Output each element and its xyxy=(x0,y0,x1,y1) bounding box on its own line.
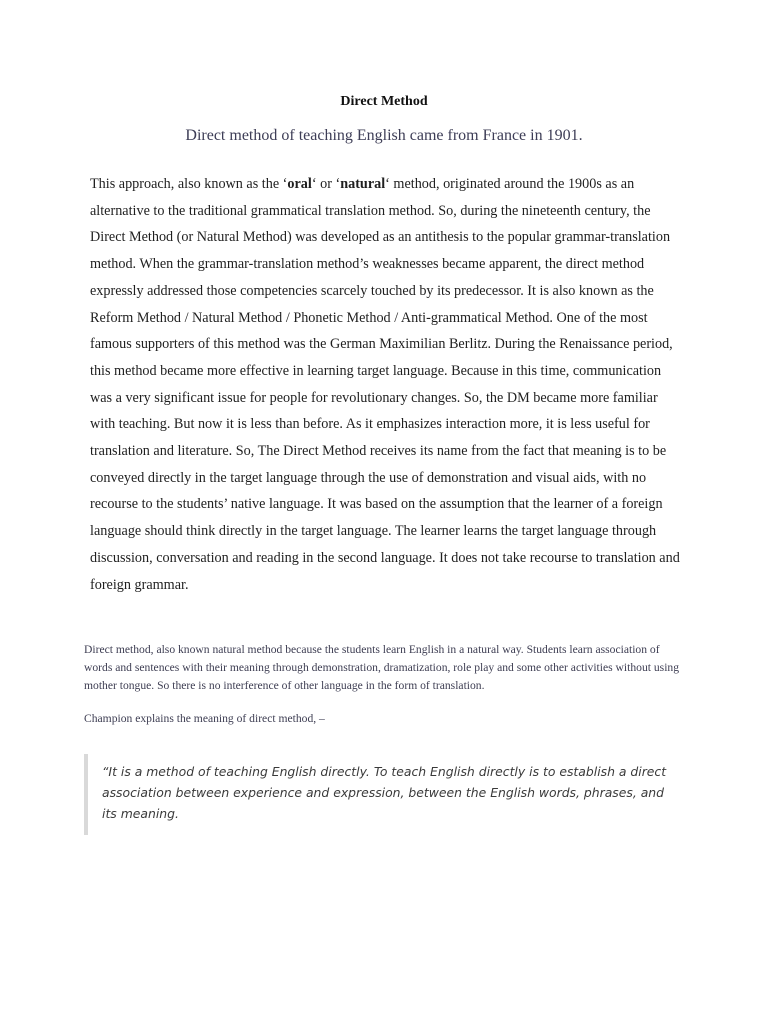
term-natural: natural xyxy=(340,176,386,192)
champion-intro-line: Champion explains the meaning of direct method, – xyxy=(84,712,325,725)
paragraph-connector-text: ‘ or ‘ xyxy=(311,176,341,192)
paragraph-body-text: ‘ method, originated around the 1900s as an alternative to the traditional grammatical translation method. So, during the nineteenth century, the Direct Method (or Natural Method) was developed as an antithesis to the popular grammar-translation method. When the grammar-translation method’s weaknesses became apparent, the direct method expressly addressed those competencies scarcely touched by its predecessor. It is also known as the Reform Method / Natural Method / Phonetic Method / Anti-grammatical Method. One of the most famous supporters of this method was the German Maximilian Berlitz. During the Renaissance period, this method became more effective in learning target language. Because in this time, communication was a very significant issue for people for revolutionary changes. So, the DM became more familiar with teaching. But now it is less than before. As it emphasizes interaction more, it is less useful for translation and literature. So, The Direct Method receives its name from the fact that meaning is to be conveyed directly in the target language through the use of demonstration and visual aids, with no recourse to the students’ native language. It was based on the assumption that the learner of a foreign language should think directly in the target language. The learner learns the target language through discussion, conversation and reading in the second language. It does not take recourse to translation and foreign grammar. xyxy=(90,176,680,593)
champion-quote: “It is a method of teaching English directly. To teach English directly is to establish a direct association between experience and expression, between the English words, phrases, and its meaning. xyxy=(84,754,676,835)
document-subtitle: Direct method of teaching English came from France in 1901. xyxy=(185,127,583,144)
natural-method-paragraph: Direct method, also known natural method because the students learn English in a natural way. Students learn association of words and sentences with their meaning through demonstration, dramatization, role play and some other activities without using mother tongue. So there is no interference of other language in the form of translation. xyxy=(84,643,680,692)
paragraph-intro-text: This approach, also known as the ‘ xyxy=(90,176,288,192)
term-oral: oral xyxy=(287,176,312,192)
document-title: Direct Method xyxy=(340,94,428,109)
main-paragraph xyxy=(90,171,680,598)
